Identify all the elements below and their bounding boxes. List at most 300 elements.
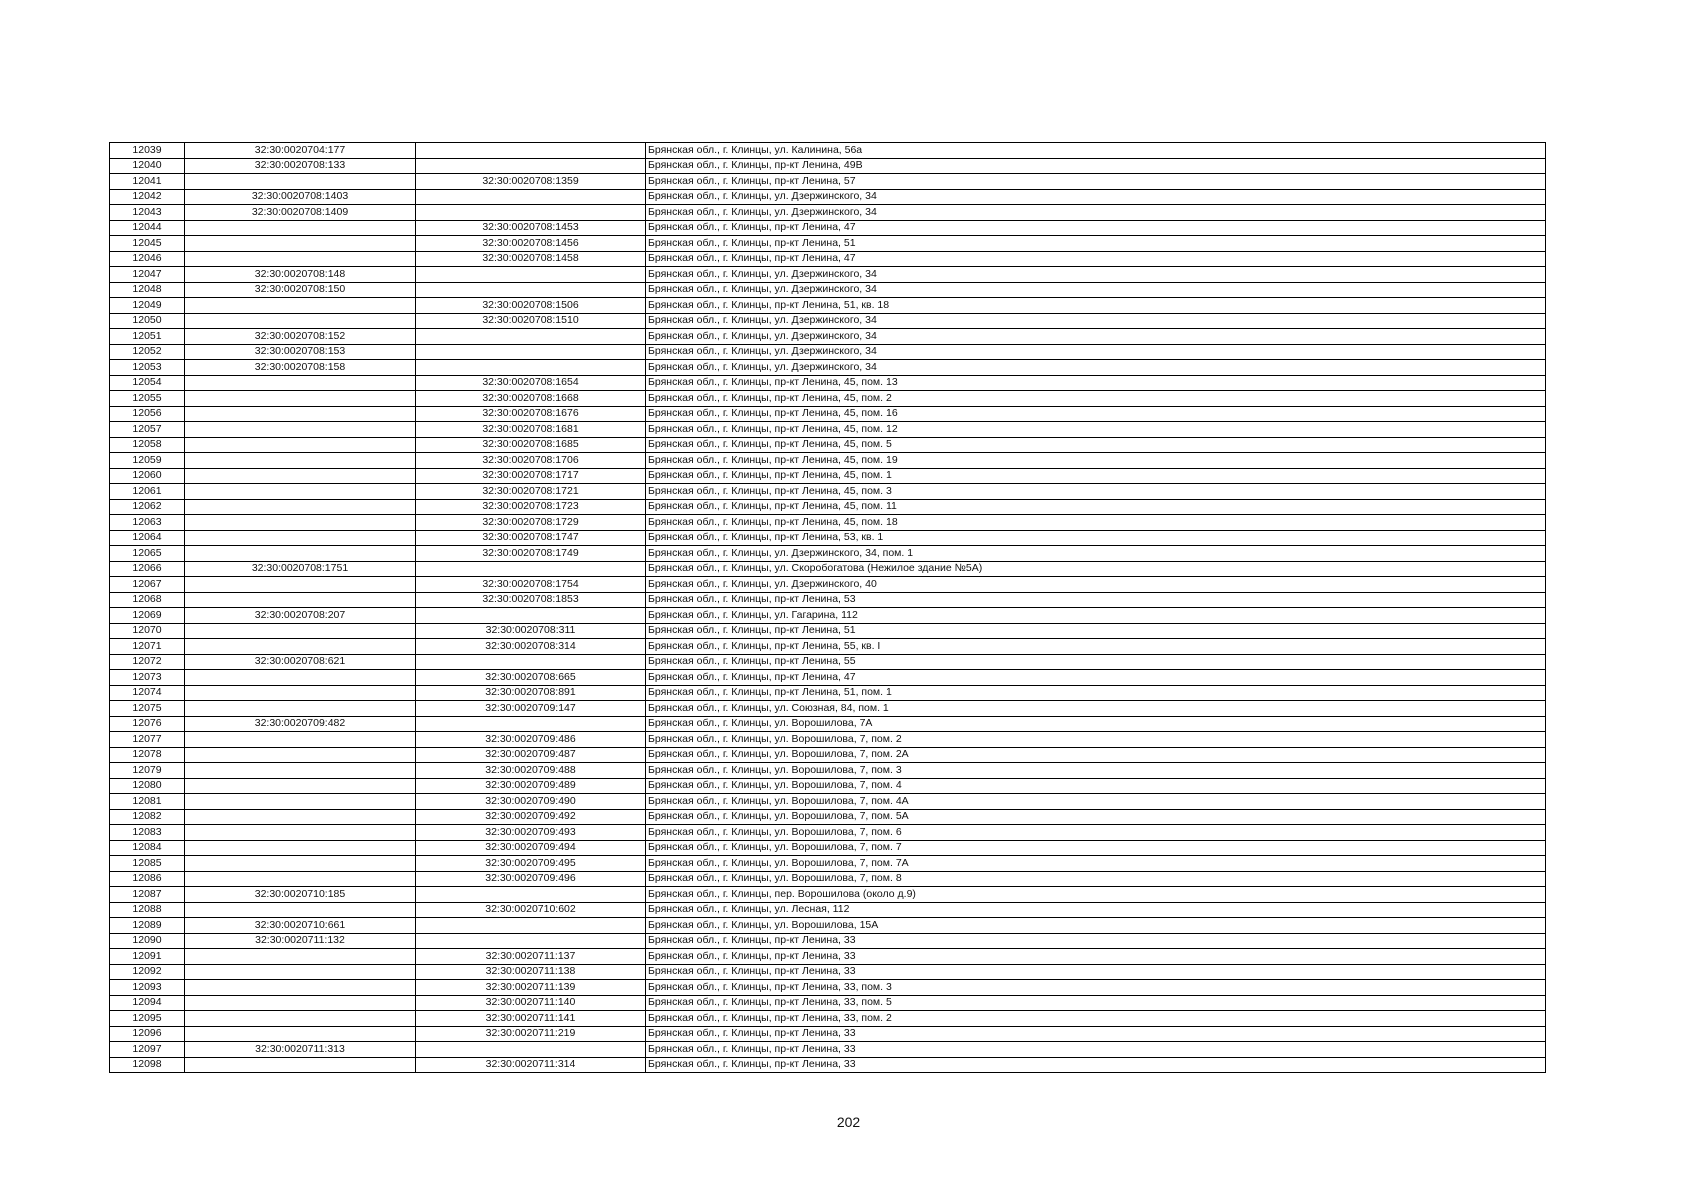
table-row <box>110 964 1546 980</box>
address: Брянская обл., г. Клинцы, ул. Дзержинского, 40 <box>646 577 1546 593</box>
object-cadastral-number: 32:30:0020708:1668 <box>416 391 646 407</box>
land-cadastral-number <box>185 1026 416 1042</box>
object-cadastral-number <box>416 344 646 360</box>
table-row <box>110 546 1546 562</box>
table-row <box>110 980 1546 996</box>
table-row <box>110 887 1546 903</box>
land-cadastral-number: 32:30:0020708:1403 <box>185 189 416 205</box>
address: Брянская обл., г. Клинцы, пр-кт Ленина, 33 <box>646 1057 1546 1073</box>
row-number: 12095 <box>110 1011 185 1027</box>
land-cadastral-number <box>185 592 416 608</box>
row-number: 12057 <box>110 422 185 438</box>
object-cadastral-number: 32:30:0020711:139 <box>416 980 646 996</box>
land-cadastral-number <box>185 484 416 500</box>
object-cadastral-number <box>416 329 646 345</box>
land-cadastral-number <box>185 422 416 438</box>
row-number: 12046 <box>110 251 185 267</box>
land-cadastral-number <box>185 995 416 1011</box>
object-cadastral-number: 32:30:0020708:1749 <box>416 546 646 562</box>
address: Брянская обл., г. Клинцы, ул. Ворошилова, 7, пом. 7 <box>646 840 1546 856</box>
table-row <box>110 484 1546 500</box>
table-row <box>110 422 1546 438</box>
row-number: 12086 <box>110 871 185 887</box>
land-cadastral-number <box>185 251 416 267</box>
object-cadastral-number: 32:30:0020711:138 <box>416 964 646 980</box>
row-number: 12081 <box>110 794 185 810</box>
address: Брянская обл., г. Клинцы, пер. Ворошилова (около д.9) <box>646 887 1546 903</box>
address: Брянская обл., г. Клинцы, ул. Дзержинского, 34 <box>646 205 1546 221</box>
land-cadastral-number <box>185 1057 416 1073</box>
table-row <box>110 856 1546 872</box>
row-number: 12039 <box>110 143 185 159</box>
address: Брянская обл., г. Клинцы, пр-кт Ленина, 33 <box>646 949 1546 965</box>
table-row <box>110 608 1546 624</box>
land-cadastral-number: 32:30:0020708:1751 <box>185 561 416 577</box>
land-cadastral-number <box>185 871 416 887</box>
object-cadastral-number <box>416 654 646 670</box>
land-cadastral-number: 32:30:0020708:150 <box>185 282 416 298</box>
object-cadastral-number <box>416 205 646 221</box>
land-cadastral-number <box>185 515 416 531</box>
row-number: 12087 <box>110 887 185 903</box>
object-cadastral-number: 32:30:0020708:1456 <box>416 236 646 252</box>
address: Брянская обл., г. Клинцы, пр-кт Ленина, 33 <box>646 1042 1546 1058</box>
address: Брянская обл., г. Клинцы, ул. Дзержинского, 34 <box>646 267 1546 283</box>
object-cadastral-number: 32:30:0020711:140 <box>416 995 646 1011</box>
row-number: 12094 <box>110 995 185 1011</box>
table-row <box>110 515 1546 531</box>
address: Брянская обл., г. Клинцы, ул. Ворошилова, 7А <box>646 716 1546 732</box>
address: Брянская обл., г. Клинцы, пр-кт Ленина, 49В <box>646 158 1546 174</box>
land-cadastral-number <box>185 313 416 329</box>
table-row <box>110 871 1546 887</box>
table-row <box>110 360 1546 376</box>
row-number: 12050 <box>110 313 185 329</box>
address: Брянская обл., г. Клинцы, пр-кт Ленина, 33 <box>646 964 1546 980</box>
table-row <box>110 825 1546 841</box>
address: Брянская обл., г. Клинцы, ул. Ворошилова, 7, пом. 7А <box>646 856 1546 872</box>
land-cadastral-number <box>185 546 416 562</box>
object-cadastral-number <box>416 189 646 205</box>
object-cadastral-number: 32:30:0020711:137 <box>416 949 646 965</box>
land-cadastral-number: 32:30:0020708:153 <box>185 344 416 360</box>
table-row <box>110 1057 1546 1073</box>
row-number: 12056 <box>110 406 185 422</box>
land-cadastral-number <box>185 747 416 763</box>
row-number: 12051 <box>110 329 185 345</box>
table-row <box>110 918 1546 934</box>
table-row <box>110 143 1546 159</box>
row-number: 12093 <box>110 980 185 996</box>
address: Брянская обл., г. Клинцы, пр-кт Ленина, 47 <box>646 251 1546 267</box>
address: Брянская обл., г. Клинцы, ул. Гагарина, 112 <box>646 608 1546 624</box>
row-number: 12096 <box>110 1026 185 1042</box>
address: Брянская обл., г. Клинцы, пр-кт Ленина, 45, пом. 13 <box>646 375 1546 391</box>
row-number: 12083 <box>110 825 185 841</box>
object-cadastral-number: 32:30:0020711:219 <box>416 1026 646 1042</box>
row-number: 12074 <box>110 685 185 701</box>
table-row <box>110 747 1546 763</box>
land-cadastral-number <box>185 437 416 453</box>
land-cadastral-number: 32:30:0020708:158 <box>185 360 416 376</box>
row-number: 12066 <box>110 561 185 577</box>
land-cadastral-number: 32:30:0020708:152 <box>185 329 416 345</box>
table-row <box>110 251 1546 267</box>
address: Брянская обл., г. Клинцы, пр-кт Ленина, 47 <box>646 220 1546 236</box>
row-number: 12097 <box>110 1042 185 1058</box>
table-row <box>110 391 1546 407</box>
object-cadastral-number <box>416 267 646 283</box>
address: Брянская обл., г. Клинцы, пр-кт Ленина, 33 <box>646 933 1546 949</box>
address: Брянская обл., г. Клинцы, ул. Ворошилова, 7, пом. 8 <box>646 871 1546 887</box>
land-cadastral-number: 32:30:0020708:1409 <box>185 205 416 221</box>
address: Брянская обл., г. Клинцы, ул. Ворошилова, 7, пом. 6 <box>646 825 1546 841</box>
object-cadastral-number: 32:30:0020708:311 <box>416 623 646 639</box>
object-cadastral-number <box>416 918 646 934</box>
row-number: 12080 <box>110 778 185 794</box>
land-cadastral-number <box>185 902 416 918</box>
row-number: 12073 <box>110 670 185 686</box>
row-number: 12089 <box>110 918 185 934</box>
address: Брянская обл., г. Клинцы, ул. Дзержинского, 34 <box>646 313 1546 329</box>
table-row <box>110 592 1546 608</box>
table-row <box>110 623 1546 639</box>
object-cadastral-number: 32:30:0020708:1654 <box>416 375 646 391</box>
land-cadastral-number <box>185 701 416 717</box>
table-row <box>110 468 1546 484</box>
land-cadastral-number <box>185 468 416 484</box>
address: Брянская обл., г. Клинцы, пр-кт Ленина, 45, пом. 19 <box>646 453 1546 469</box>
object-cadastral-number <box>416 933 646 949</box>
row-number: 12058 <box>110 437 185 453</box>
land-cadastral-number: 32:30:0020710:185 <box>185 887 416 903</box>
table-row <box>110 995 1546 1011</box>
land-cadastral-number <box>185 391 416 407</box>
row-number: 12055 <box>110 391 185 407</box>
row-number: 12064 <box>110 530 185 546</box>
land-cadastral-number <box>185 964 416 980</box>
row-number: 12040 <box>110 158 185 174</box>
table-row <box>110 561 1546 577</box>
land-cadastral-number <box>185 530 416 546</box>
object-cadastral-number: 32:30:0020708:1729 <box>416 515 646 531</box>
row-number: 12063 <box>110 515 185 531</box>
object-cadastral-number <box>416 1042 646 1058</box>
table-row <box>110 453 1546 469</box>
table-row <box>110 499 1546 515</box>
object-cadastral-number <box>416 561 646 577</box>
page-number: 202 <box>836 1114 861 1130</box>
row-number: 12078 <box>110 747 185 763</box>
object-cadastral-number: 32:30:0020709:147 <box>416 701 646 717</box>
object-cadastral-number: 32:30:0020709:487 <box>416 747 646 763</box>
object-cadastral-number: 32:30:0020711:314 <box>416 1057 646 1073</box>
table-row <box>110 437 1546 453</box>
object-cadastral-number: 32:30:0020709:488 <box>416 763 646 779</box>
table-row <box>110 949 1546 965</box>
address: Брянская обл., г. Клинцы, ул. Дзержинского, 34 <box>646 189 1546 205</box>
object-cadastral-number <box>416 608 646 624</box>
address: Брянская обл., г. Клинцы, ул. Дзержинского, 34 <box>646 360 1546 376</box>
land-cadastral-number <box>185 763 416 779</box>
land-cadastral-number <box>185 577 416 593</box>
address: Брянская обл., г. Клинцы, пр-кт Ленина, 45, пом. 16 <box>646 406 1546 422</box>
land-cadastral-number <box>185 825 416 841</box>
row-number: 12070 <box>110 623 185 639</box>
address: Брянская обл., г. Клинцы, ул. Ворошилова, 7, пом. 2А <box>646 747 1546 763</box>
object-cadastral-number <box>416 158 646 174</box>
address: Брянская обл., г. Клинцы, ул. Лесная, 112 <box>646 902 1546 918</box>
object-cadastral-number: 32:30:0020709:496 <box>416 871 646 887</box>
land-cadastral-number <box>185 670 416 686</box>
row-number: 12053 <box>110 360 185 376</box>
address: Брянская обл., г. Клинцы, пр-кт Ленина, 33, пом. 2 <box>646 1011 1546 1027</box>
table-row <box>110 220 1546 236</box>
address: Брянская обл., г. Клинцы, пр-кт Ленина, 45, пом. 3 <box>646 484 1546 500</box>
object-cadastral-number: 32:30:0020708:891 <box>416 685 646 701</box>
table-row <box>110 716 1546 732</box>
address: Брянская обл., г. Клинцы, пр-кт Ленина, 53 <box>646 592 1546 608</box>
table-row <box>110 763 1546 779</box>
table-row <box>110 282 1546 298</box>
object-cadastral-number <box>416 360 646 376</box>
table-row <box>110 902 1546 918</box>
table-row <box>110 840 1546 856</box>
object-cadastral-number: 32:30:0020708:1717 <box>416 468 646 484</box>
table-row <box>110 732 1546 748</box>
row-number: 12041 <box>110 174 185 190</box>
row-number: 12088 <box>110 902 185 918</box>
land-cadastral-number <box>185 856 416 872</box>
address: Брянская обл., г. Клинцы, пр-кт Ленина, 45, пом. 18 <box>646 515 1546 531</box>
object-cadastral-number: 32:30:0020708:1681 <box>416 422 646 438</box>
object-cadastral-number <box>416 282 646 298</box>
land-cadastral-number <box>185 174 416 190</box>
row-number: 12061 <box>110 484 185 500</box>
land-cadastral-number <box>185 375 416 391</box>
row-number: 12059 <box>110 453 185 469</box>
row-number: 12072 <box>110 654 185 670</box>
table-row <box>110 685 1546 701</box>
land-cadastral-number: 32:30:0020711:313 <box>185 1042 416 1058</box>
table-row <box>110 236 1546 252</box>
row-number: 12077 <box>110 732 185 748</box>
object-cadastral-number: 32:30:0020708:1685 <box>416 437 646 453</box>
object-cadastral-number: 32:30:0020708:1359 <box>416 174 646 190</box>
address: Брянская обл., г. Клинцы, пр-кт Ленина, 33, пом. 5 <box>646 995 1546 1011</box>
land-cadastral-number <box>185 778 416 794</box>
row-number: 12048 <box>110 282 185 298</box>
land-cadastral-number <box>185 1011 416 1027</box>
land-cadastral-number <box>185 794 416 810</box>
object-cadastral-number: 32:30:0020709:486 <box>416 732 646 748</box>
land-cadastral-number: 32:30:0020710:661 <box>185 918 416 934</box>
row-number: 12079 <box>110 763 185 779</box>
object-cadastral-number <box>416 143 646 159</box>
address: Брянская обл., г. Клинцы, пр-кт Ленина, 45, пом. 12 <box>646 422 1546 438</box>
land-cadastral-number <box>185 732 416 748</box>
row-number: 12090 <box>110 933 185 949</box>
address: Брянская обл., г. Клинцы, пр-кт Ленина, 51, кв. 18 <box>646 298 1546 314</box>
table-row <box>110 654 1546 670</box>
address: Брянская обл., г. Клинцы, пр-кт Ленина, 45, пом. 1 <box>646 468 1546 484</box>
table-row <box>110 1026 1546 1042</box>
object-cadastral-number: 32:30:0020709:492 <box>416 809 646 825</box>
table-row <box>110 794 1546 810</box>
row-number: 12075 <box>110 701 185 717</box>
table-row <box>110 189 1546 205</box>
address: Брянская обл., г. Клинцы, ул. Дзержинского, 34 <box>646 344 1546 360</box>
row-number: 12068 <box>110 592 185 608</box>
address: Брянская обл., г. Клинцы, ул. Ворошилова, 7, пом. 5А <box>646 809 1546 825</box>
object-cadastral-number: 32:30:0020711:141 <box>416 1011 646 1027</box>
address: Брянская обл., г. Клинцы, ул. Дзержинского, 34, пом. 1 <box>646 546 1546 562</box>
land-cadastral-number: 32:30:0020711:132 <box>185 933 416 949</box>
object-cadastral-number: 32:30:0020710:602 <box>416 902 646 918</box>
table-row <box>110 298 1546 314</box>
table-row <box>110 267 1546 283</box>
address: Брянская обл., г. Клинцы, пр-кт Ленина, 33 <box>646 1026 1546 1042</box>
object-cadastral-number: 32:30:0020708:1853 <box>416 592 646 608</box>
address: Брянская обл., г. Клинцы, ул. Ворошилова, 7, пом. 4 <box>646 778 1546 794</box>
address: Брянская обл., г. Клинцы, пр-кт Ленина, 45, пом. 2 <box>646 391 1546 407</box>
row-number: 12067 <box>110 577 185 593</box>
address: Брянская обл., г. Клинцы, ул. Дзержинского, 34 <box>646 329 1546 345</box>
object-cadastral-number: 32:30:0020708:1510 <box>416 313 646 329</box>
table-row <box>110 530 1546 546</box>
row-number: 12054 <box>110 375 185 391</box>
address: Брянская обл., г. Клинцы, ул. Ворошилова, 7, пом. 3 <box>646 763 1546 779</box>
object-cadastral-number: 32:30:0020709:493 <box>416 825 646 841</box>
object-cadastral-number: 32:30:0020708:665 <box>416 670 646 686</box>
address: Брянская обл., г. Клинцы, пр-кт Ленина, 47 <box>646 670 1546 686</box>
land-cadastral-number: 32:30:0020708:621 <box>185 654 416 670</box>
land-cadastral-number: 32:30:0020708:133 <box>185 158 416 174</box>
row-number: 12071 <box>110 639 185 655</box>
table-row <box>110 329 1546 345</box>
row-number: 12091 <box>110 949 185 965</box>
row-number: 12092 <box>110 964 185 980</box>
table-row <box>110 809 1546 825</box>
object-cadastral-number <box>416 716 646 732</box>
row-number: 12042 <box>110 189 185 205</box>
row-number: 12052 <box>110 344 185 360</box>
object-cadastral-number: 32:30:0020708:1723 <box>416 499 646 515</box>
table-row <box>110 375 1546 391</box>
table-row <box>110 313 1546 329</box>
land-cadastral-number <box>185 840 416 856</box>
row-number: 12049 <box>110 298 185 314</box>
address: Брянская обл., г. Клинцы, пр-кт Ленина, 57 <box>646 174 1546 190</box>
row-number: 12043 <box>110 205 185 221</box>
land-cadastral-number: 32:30:0020709:482 <box>185 716 416 732</box>
table-row <box>110 701 1546 717</box>
address: Брянская обл., г. Клинцы, пр-кт Ленина, 45, пом. 11 <box>646 499 1546 515</box>
land-cadastral-number: 32:30:0020708:207 <box>185 608 416 624</box>
row-number: 12085 <box>110 856 185 872</box>
object-cadastral-number: 32:30:0020709:490 <box>416 794 646 810</box>
object-cadastral-number: 32:30:0020708:1453 <box>416 220 646 236</box>
object-cadastral-number: 32:30:0020708:1458 <box>416 251 646 267</box>
row-number: 12060 <box>110 468 185 484</box>
land-cadastral-number: 32:30:0020708:148 <box>185 267 416 283</box>
table-row <box>110 778 1546 794</box>
table-row <box>110 344 1546 360</box>
table-row <box>110 205 1546 221</box>
land-cadastral-number <box>185 453 416 469</box>
address: Брянская обл., г. Клинцы, ул. Ворошилова, 7, пом. 2 <box>646 732 1546 748</box>
row-number: 12047 <box>110 267 185 283</box>
registry-body <box>110 143 1546 1073</box>
table-row <box>110 577 1546 593</box>
object-cadastral-number: 32:30:0020708:1506 <box>416 298 646 314</box>
table-row <box>110 639 1546 655</box>
object-cadastral-number: 32:30:0020708:314 <box>416 639 646 655</box>
land-cadastral-number <box>185 980 416 996</box>
property-registry-table <box>109 142 1546 1073</box>
land-cadastral-number: 32:30:0020704:177 <box>185 143 416 159</box>
table-row <box>110 174 1546 190</box>
row-number: 12044 <box>110 220 185 236</box>
address: Брянская обл., г. Клинцы, пр-кт Ленина, 51 <box>646 236 1546 252</box>
object-cadastral-number: 32:30:0020709:494 <box>416 840 646 856</box>
address: Брянская обл., г. Клинцы, пр-кт Ленина, 51 <box>646 623 1546 639</box>
land-cadastral-number <box>185 639 416 655</box>
table-row <box>110 158 1546 174</box>
row-number: 12076 <box>110 716 185 732</box>
row-number: 12065 <box>110 546 185 562</box>
address: Брянская обл., г. Клинцы, ул. Союзная, 84, пом. 1 <box>646 701 1546 717</box>
address: Брянская обл., г. Клинцы, пр-кт Ленина, 33, пом. 3 <box>646 980 1546 996</box>
table-row <box>110 1042 1546 1058</box>
table-row <box>110 406 1546 422</box>
table-row <box>110 933 1546 949</box>
land-cadastral-number <box>185 949 416 965</box>
object-cadastral-number <box>416 887 646 903</box>
land-cadastral-number <box>185 406 416 422</box>
row-number: 12082 <box>110 809 185 825</box>
object-cadastral-number: 32:30:0020709:489 <box>416 778 646 794</box>
object-cadastral-number: 32:30:0020709:495 <box>416 856 646 872</box>
land-cadastral-number <box>185 236 416 252</box>
table-row <box>110 670 1546 686</box>
land-cadastral-number <box>185 809 416 825</box>
object-cadastral-number: 32:30:0020708:1676 <box>416 406 646 422</box>
address: Брянская обл., г. Клинцы, пр-кт Ленина, 55, кв. I <box>646 639 1546 655</box>
object-cadastral-number: 32:30:0020708:1721 <box>416 484 646 500</box>
table-row <box>110 1011 1546 1027</box>
address: Брянская обл., г. Клинцы, ул. Скоробогатова (Нежилое здание №5А) <box>646 561 1546 577</box>
land-cadastral-number <box>185 220 416 236</box>
row-number: 12069 <box>110 608 185 624</box>
address: Брянская обл., г. Клинцы, ул. Ворошилова, 7, пом. 4А <box>646 794 1546 810</box>
row-number: 12045 <box>110 236 185 252</box>
land-cadastral-number <box>185 685 416 701</box>
land-cadastral-number <box>185 623 416 639</box>
address: Брянская обл., г. Клинцы, ул. Калинина, 56а <box>646 143 1546 159</box>
address: Брянская обл., г. Клинцы, ул. Дзержинского, 34 <box>646 282 1546 298</box>
land-cadastral-number <box>185 298 416 314</box>
object-cadastral-number: 32:30:0020708:1754 <box>416 577 646 593</box>
address: Брянская обл., г. Клинцы, пр-кт Ленина, 53, кв. 1 <box>646 530 1546 546</box>
address: Брянская обл., г. Клинцы, пр-кт Ленина, 45, пом. 5 <box>646 437 1546 453</box>
row-number: 12062 <box>110 499 185 515</box>
address: Брянская обл., г. Клинцы, ул. Ворошилова, 15А <box>646 918 1546 934</box>
row-number: 12098 <box>110 1057 185 1073</box>
object-cadastral-number: 32:30:0020708:1706 <box>416 453 646 469</box>
object-cadastral-number: 32:30:0020708:1747 <box>416 530 646 546</box>
row-number: 12084 <box>110 840 185 856</box>
